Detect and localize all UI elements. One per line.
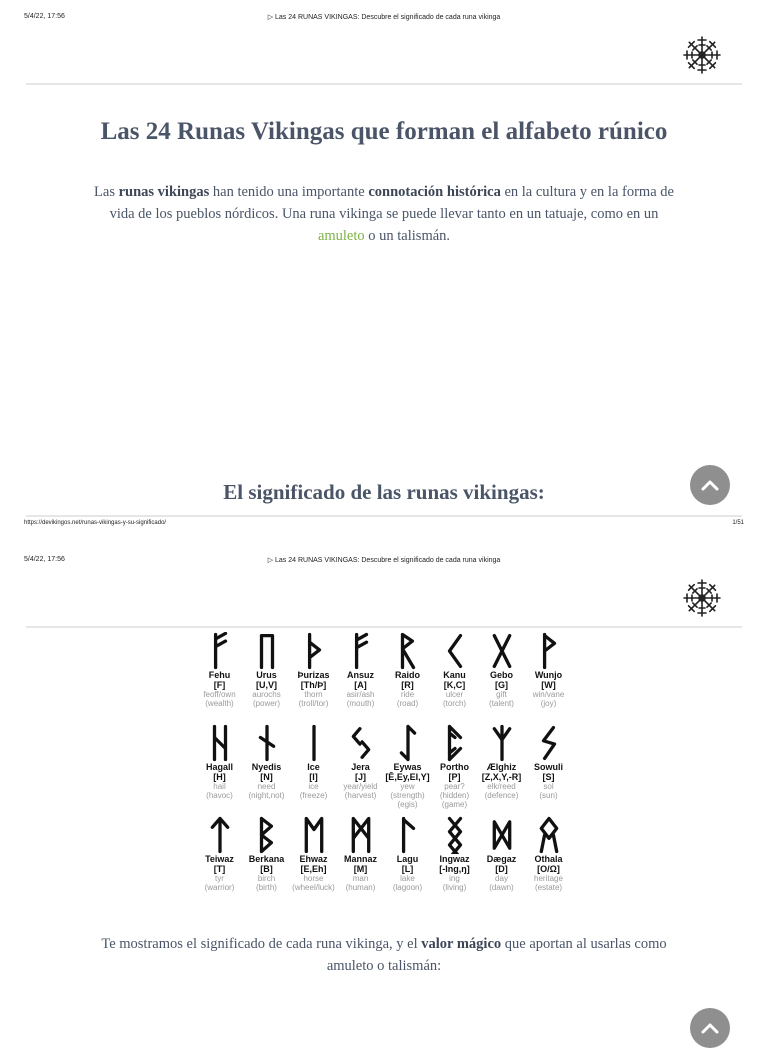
rune-phoneme: [N] — [260, 772, 273, 782]
rune-meaning: (human) — [345, 883, 376, 892]
rune-ingwaz — [431, 816, 478, 892]
scroll-to-top-button[interactable] — [690, 1008, 730, 1048]
rune-glyph-icon — [303, 724, 325, 762]
rune-meaning: horse — [303, 874, 324, 883]
outro-paragraph — [100, 933, 668, 977]
print-title: ▷ Las 24 RUNAS VIKINGAS: Descubre el significado de cada runa vikinga — [267, 557, 501, 564]
rune-meaning: (birth) — [256, 883, 277, 892]
rune-glyph-icon — [303, 632, 325, 670]
page-divider — [26, 515, 742, 517]
rune-name: Urus — [256, 670, 277, 680]
rune-glyph-icon — [444, 632, 466, 670]
rune-meaning: birch — [257, 874, 276, 883]
rune-name: Þurizas — [297, 670, 330, 680]
rune-meaning: (joy) — [540, 699, 557, 708]
rune-name: Fehu — [208, 670, 231, 680]
rune-meaning: (sun) — [539, 791, 558, 800]
rune-phoneme: [T] — [213, 864, 226, 874]
rune-meaning: need — [257, 782, 276, 791]
rune-meaning: (living) — [442, 883, 467, 892]
rune-fehu — [196, 632, 243, 708]
rune-meaning: (lagoon) — [392, 883, 423, 892]
rune-meaning: win/vane — [532, 690, 565, 699]
rune-phoneme: [Th/Þ] — [300, 680, 327, 690]
rune-name: Teiwaz — [205, 854, 234, 864]
rune-eywas — [384, 724, 431, 809]
rune-meaning: (freeze) — [299, 791, 328, 800]
rune-phoneme: [A] — [354, 680, 367, 690]
rune-meaning: heritage — [534, 874, 563, 883]
section-heading: El significado de las runas vikingas: — [223, 480, 545, 504]
rune-meaning: elk/reed — [487, 782, 516, 791]
rune-phoneme: [I] — [309, 772, 318, 782]
rune-meaning: (havoc) — [206, 791, 233, 800]
rune-phoneme: [P] — [448, 772, 461, 782]
vegvisir-icon[interactable] — [682, 578, 722, 618]
rune-kanu — [431, 632, 478, 708]
rune-meaning: (wealth) — [205, 699, 234, 708]
rune-glyph-icon — [538, 724, 560, 762]
rune-glyph-icon — [350, 632, 372, 670]
rune-mannaz — [337, 816, 384, 892]
rune-name: Wunjo — [534, 670, 563, 680]
rune-meaning: (troll/tor) — [298, 699, 329, 708]
outro-bold-valor: valor mágico — [421, 936, 502, 952]
rune-glyph-icon — [209, 632, 231, 670]
rune-name: Ansuz — [347, 670, 374, 680]
rune-glyph-icon — [491, 632, 513, 670]
rune-jera — [337, 724, 384, 800]
rune-glyph-icon — [209, 816, 231, 854]
rune-phoneme: [M] — [353, 864, 368, 874]
rune-phoneme: [Z,X,Y,-R] — [481, 772, 522, 782]
rune-name: Sowuli — [534, 762, 563, 772]
rune-meaning: ride — [400, 690, 415, 699]
rune-hagall — [196, 724, 243, 800]
print-title: ▷ Las 24 RUNAS VIKINGAS: Descubre el significado de cada runa vikinga — [267, 14, 501, 21]
rune-phoneme: [S] — [542, 772, 555, 782]
rune-phoneme: [O/Ω] — [537, 864, 560, 874]
intro-text: o un talismán. — [364, 228, 451, 244]
rune-meaning: (strength) — [390, 791, 425, 800]
chevron-up-icon — [700, 478, 720, 492]
rune-meaning: (torch) — [442, 699, 467, 708]
rune-sowuli — [525, 724, 572, 800]
rune-glyph-icon — [538, 632, 560, 670]
page-number: 1/51 — [732, 520, 744, 526]
rune-meaning: (talent) — [489, 699, 514, 708]
rune-name: Raido — [394, 670, 420, 680]
rune-meaning: asir/ash — [346, 690, 375, 699]
rune-raido — [384, 632, 431, 708]
rune-meaning: feoff/own — [203, 690, 236, 699]
rune-meaning: lake — [400, 874, 415, 883]
rune-glyph-icon — [256, 724, 278, 762]
chevron-up-icon — [700, 1021, 720, 1035]
outro-text: Te mostramos el significado de cada runa vikinga, y el — [101, 936, 422, 952]
rune-wunjo — [525, 632, 572, 708]
rune-name: Kanu — [443, 670, 466, 680]
rune-meaning: (dawn) — [489, 883, 514, 892]
rune-glyph-icon — [256, 632, 278, 670]
rune-berkana — [243, 816, 290, 892]
rune-meaning: (estate) — [534, 883, 563, 892]
rune-glyph-icon — [444, 724, 466, 762]
intro-bold-connotacion: connotación histórica — [368, 184, 501, 200]
vegvisir-icon[interactable] — [682, 35, 722, 75]
rune-glyph-icon — [491, 724, 513, 762]
rune-name: Ingwaz — [439, 854, 470, 864]
rune-phoneme: [E,Eh] — [300, 864, 327, 874]
rune-name: Eywas — [393, 762, 422, 772]
rune-glyph-icon — [303, 816, 325, 854]
rune-glyph-icon — [397, 816, 419, 854]
rune-meaning: (egis) — [397, 800, 418, 809]
rune-meaning: (mouth) — [346, 699, 375, 708]
page-title: Las 24 Runas Vikingas que forman el alfabeto rúnico — [100, 118, 668, 145]
header-divider — [26, 626, 742, 628]
rune-phoneme: [J] — [355, 772, 366, 782]
rune-gebo — [478, 632, 525, 708]
rune-phoneme: [U,V] — [256, 680, 277, 690]
intro-text: han tenido una importante — [209, 184, 369, 200]
rune-portho — [431, 724, 478, 809]
rune-phoneme: [H] — [213, 772, 226, 782]
rune-phoneme: [Ē,Ey,EI,Y] — [385, 772, 430, 782]
intro-text: en la cultura y en la forma de vida de los pueblos nórdicos. Una runa vikinga se puede llevar tanto en un tatuaje, como en un — [109, 184, 674, 222]
rune-name: Jera — [351, 762, 370, 772]
rune-ehwaz — [290, 816, 337, 892]
rune-phoneme: [G] — [495, 680, 508, 690]
rune-name: Dægaz — [486, 854, 517, 864]
rune-phoneme: [D] — [495, 864, 508, 874]
print-header — [0, 13, 768, 25]
rune-meaning: thorn — [304, 690, 323, 699]
rune-name: Nyedis — [251, 762, 282, 772]
rune-þurizas — [290, 632, 337, 708]
rune-name: Hagall — [205, 762, 233, 772]
rune-phoneme: [R] — [401, 680, 414, 690]
scroll-to-top-button[interactable] — [690, 465, 730, 505]
rune-glyph-icon — [397, 632, 419, 670]
rune-meaning: hail — [213, 782, 226, 791]
rune-glyph-icon — [350, 724, 372, 762]
rune-othala — [525, 816, 572, 892]
rune-glyph-icon — [491, 816, 513, 854]
rune-name: Mannaz — [343, 854, 377, 864]
rune-meaning: ulcer — [445, 690, 464, 699]
rune-phoneme: [K,C] — [443, 680, 466, 690]
rune-meaning: man — [352, 874, 369, 883]
rune-meaning: (wheel/luck) — [292, 883, 335, 892]
rune-lagu — [384, 816, 431, 892]
rune-phoneme: [F] — [213, 680, 226, 690]
print-url: https://devikingos.net/runas-vikingas-y-su-significado/ — [24, 520, 167, 526]
rune-meaning: ing — [449, 874, 460, 883]
intro-text: Las — [94, 184, 119, 200]
rune-meaning: (warrior) — [204, 883, 235, 892]
outro-text: que aportan al usarlas como amuleto o talismán: — [326, 936, 667, 974]
rune-name: Gebo — [489, 670, 513, 680]
header-divider — [26, 83, 742, 85]
rune-meaning: pear? — [444, 782, 465, 791]
rune-teiwaz — [196, 816, 243, 892]
rune-nyedis — [243, 724, 290, 800]
rune-phoneme: [W] — [541, 680, 556, 690]
rune-glyph-icon — [256, 816, 278, 854]
rune-urus — [243, 632, 290, 708]
rune-meaning: sol — [543, 782, 554, 791]
rune-name: Othala — [534, 854, 563, 864]
rune-name: Berkana — [248, 854, 285, 864]
rune-name: Lagu — [396, 854, 419, 864]
intro-paragraph — [90, 181, 678, 247]
rune-name: Ice — [307, 762, 320, 772]
rune-meaning: yew — [400, 782, 415, 791]
rune-glyph-icon — [397, 724, 419, 762]
rune-ælghiz — [478, 724, 525, 800]
print-date: 5/4/22, 17:56 — [24, 556, 65, 563]
rune-meaning: (hidden) — [439, 791, 470, 800]
rune-phoneme: [L] — [401, 864, 414, 874]
rune-glyph-icon — [350, 816, 372, 854]
rune-meaning: day — [495, 874, 508, 883]
rune-name: Ælghiz — [486, 762, 517, 772]
rune-meaning: tyr — [215, 874, 224, 883]
rune-phoneme: [B] — [260, 864, 273, 874]
rune-phoneme: [-Ing,ŋ] — [439, 864, 470, 874]
rune-meaning: aurochs — [252, 690, 281, 699]
amuleto-link[interactable]: amuleto — [317, 228, 365, 244]
rune-ice — [290, 724, 337, 800]
rune-alphabet-chart — [196, 632, 572, 904]
rune-name: Ehwaz — [299, 854, 328, 864]
rune-dægaz — [478, 816, 525, 892]
rune-meaning: (defence) — [484, 791, 519, 800]
rune-ansuz — [337, 632, 384, 708]
rune-glyph-icon — [209, 724, 231, 762]
rune-glyph-icon — [444, 816, 466, 854]
rune-meaning: (harvest) — [344, 791, 377, 800]
rune-meaning: (power) — [252, 699, 281, 708]
print-header-2 — [0, 556, 768, 568]
rune-name: Portho — [440, 762, 469, 772]
rune-meaning: (night,not) — [248, 791, 285, 800]
print-date: 5/4/22, 17:56 — [24, 13, 65, 20]
rune-glyph-icon — [538, 816, 560, 854]
rune-meaning: (road) — [396, 699, 419, 708]
rune-meaning: gift — [496, 690, 507, 699]
intro-bold-runas: runas vikingas — [118, 184, 210, 200]
rune-meaning: ice — [308, 782, 319, 791]
rune-meaning: year/yield — [343, 782, 378, 791]
rune-meaning: (game) — [441, 800, 468, 809]
